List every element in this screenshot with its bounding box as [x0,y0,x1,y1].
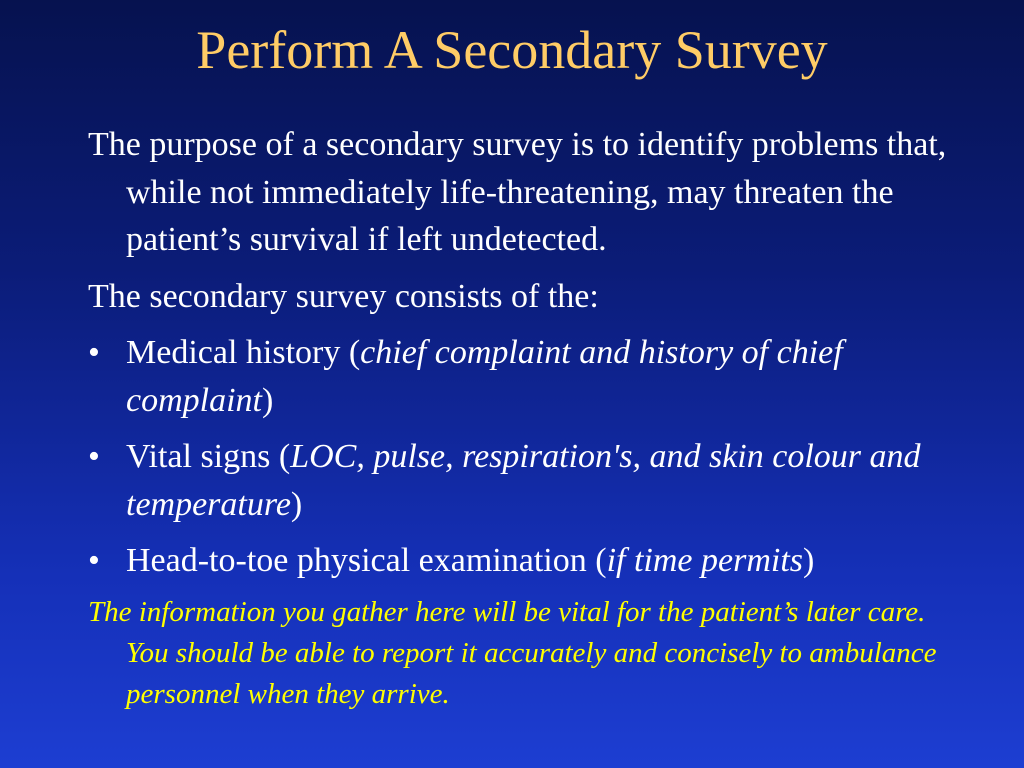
bullet-close: ) [290,485,303,523]
purpose-paragraph: The purpose of a secondary survey is to identify problems that, while not immediately life-threatening, may threaten the patient’s survival if left undetected. [88,126,947,258]
slide-body [88,121,968,715]
bullet-text: Head-to-toe physical examination ( [126,542,607,579]
bullet-marker: • [88,542,100,579]
consists-of-paragraph: The secondary survey consists of the: [88,277,599,315]
bullet-medical-history [88,329,968,424]
bullet-text: Medical history ( [126,334,361,371]
slide-title: Perform A Secondary Survey [196,20,828,80]
bullet-italic-text: chief complaint and history of chief complaint [126,334,843,419]
bullet-head-to-toe [88,537,968,585]
bullet-close: ) [803,542,815,579]
bullet-marker: • [88,438,100,475]
bullet-text: Vital signs ( [126,438,291,475]
bullet-close: ) [261,381,274,419]
bullet-italic-text: if time permits [606,542,803,579]
bullet-italic-text: LOC, pulse, respiration's, and skin colour and temperature [126,438,921,523]
note-paragraph: The information you gather here will be vital for the patient’s later care. You should be able to report it accurately and concisely to ambulance personnel when they arrive. [88,595,937,710]
bullet-vital-signs [88,433,968,528]
bullet-marker: • [88,334,100,371]
